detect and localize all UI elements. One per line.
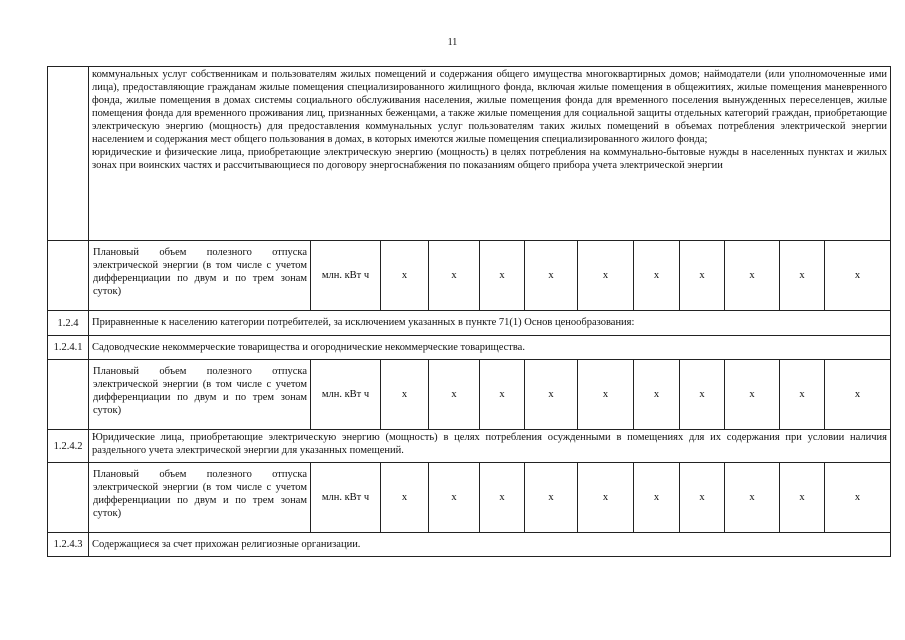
value-cell: x (825, 360, 891, 430)
unit-cell: млн. кВт ч (311, 360, 381, 430)
value-cell: x (525, 241, 578, 311)
table-row (48, 241, 891, 311)
value-cell: x (634, 241, 680, 311)
table-row (48, 336, 891, 360)
table-row (48, 311, 891, 336)
table-row (48, 360, 891, 430)
value-cell: x (578, 463, 634, 533)
value-cell: x (725, 463, 780, 533)
unit-cell: млн. кВт ч (311, 241, 381, 311)
value-cell: x (680, 463, 725, 533)
value-cell: x (725, 360, 780, 430)
table-row (48, 67, 891, 241)
section-title: Юридические лица, приобретающие электрическую энергию (мощность) в целях потребления осужденными в помещениях для их содержания при условии наличия раздельного учета электрической энергии для указанных помещений. (89, 430, 891, 463)
value-cell: x (429, 360, 480, 430)
value-cell: x (381, 360, 429, 430)
value-cell: x (634, 360, 680, 430)
value-cell: x (525, 360, 578, 430)
volume-label: Плановый объем полезного отпуска электрической энергии (в том числе с учетом дифференциации по двум и по трем зонам суток) (89, 360, 311, 430)
value-cell: x (825, 241, 891, 311)
section-title: Приравненные к населению категории потребителей, за исключением указанных в пункте 71(1) Основ ценообразования: (89, 311, 891, 336)
table-row (48, 430, 891, 463)
value-cell: x (780, 463, 825, 533)
value-cell: x (634, 463, 680, 533)
value-cell: x (381, 463, 429, 533)
intro-paragraph: коммунальных услуг собственникам и пользователям жилых помещений и содержания общего имущества многоквартирных домов; наймодатели (или уполномоченные ими лица), предоставляющие гражданам жилые помещения специализированного жилищного фонда, включая жилые помещения в общежитиях, жилые помещения маневренного фонда, жилые помещения в домах системы социального обслуживания населения, жилые помещения фонда для временного поселения вынужденных переселенцев, жилые помещения фонда для временного проживания лиц, признанных беженцами, а также жилые помещения для социальной защиты отдельных категорий граждан, приобретающие электрическую энергию (мощность) для предоставления коммунальных услуг пользователям таких жилых помещений в объемах потребления электрической энергии населением и содержания мест общего пользования в домах, в которых имеются жилые помещения специализированного жилого фонда; (92, 69, 887, 145)
page-number: 11 (447, 37, 458, 48)
value-cell: x (825, 463, 891, 533)
value-cell: x (780, 241, 825, 311)
value-cell: x (578, 360, 634, 430)
section-title: Садоводческие некоммерческие товарищества и огороднические некоммерческие товарищества. (89, 336, 891, 360)
section-number: 1.2.4.2 (48, 430, 89, 463)
table-row (48, 463, 891, 533)
tariff-table (47, 66, 891, 557)
value-cell: x (429, 463, 480, 533)
intro-text-cell (89, 67, 891, 241)
unit-cell: млн. кВт ч (311, 463, 381, 533)
value-cell: x (381, 241, 429, 311)
volume-label: Плановый объем полезного отпуска электрической энергии (в том числе с учетом дифференциации по двум и по трем зонам суток) (89, 241, 311, 311)
empty-num-cell (48, 67, 89, 241)
section-number: 1.2.4.3 (48, 533, 89, 557)
empty-num-cell (48, 360, 89, 430)
table-row (48, 533, 891, 557)
value-cell: x (680, 241, 725, 311)
value-cell: x (578, 241, 634, 311)
volume-label: Плановый объем полезного отпуска электрической энергии (в том числе с учетом дифференциации по двум и по трем зонам суток) (89, 463, 311, 533)
value-cell: x (480, 463, 525, 533)
value-cell: x (480, 360, 525, 430)
value-cell: x (525, 463, 578, 533)
section-title: Содержащиеся за счет прихожан религиозные организации. (89, 533, 891, 557)
value-cell: x (680, 360, 725, 430)
empty-num-cell (48, 241, 89, 311)
value-cell: x (480, 241, 525, 311)
value-cell: x (780, 360, 825, 430)
value-cell: x (429, 241, 480, 311)
intro-paragraph: юридические и физические лица, приобретающие электрическую энергию (мощность) в целях потребления на коммунально-бытовые нужды в населенных пунктах и жилых зонах при воинских частях и рассчитывающиеся по договору энергоснабжения по показаниям общего прибора учета электрической энергии (92, 147, 887, 171)
value-cell: x (725, 241, 780, 311)
section-number: 1.2.4.1 (48, 336, 89, 360)
section-number: 1.2.4 (48, 311, 89, 336)
empty-num-cell (48, 463, 89, 533)
